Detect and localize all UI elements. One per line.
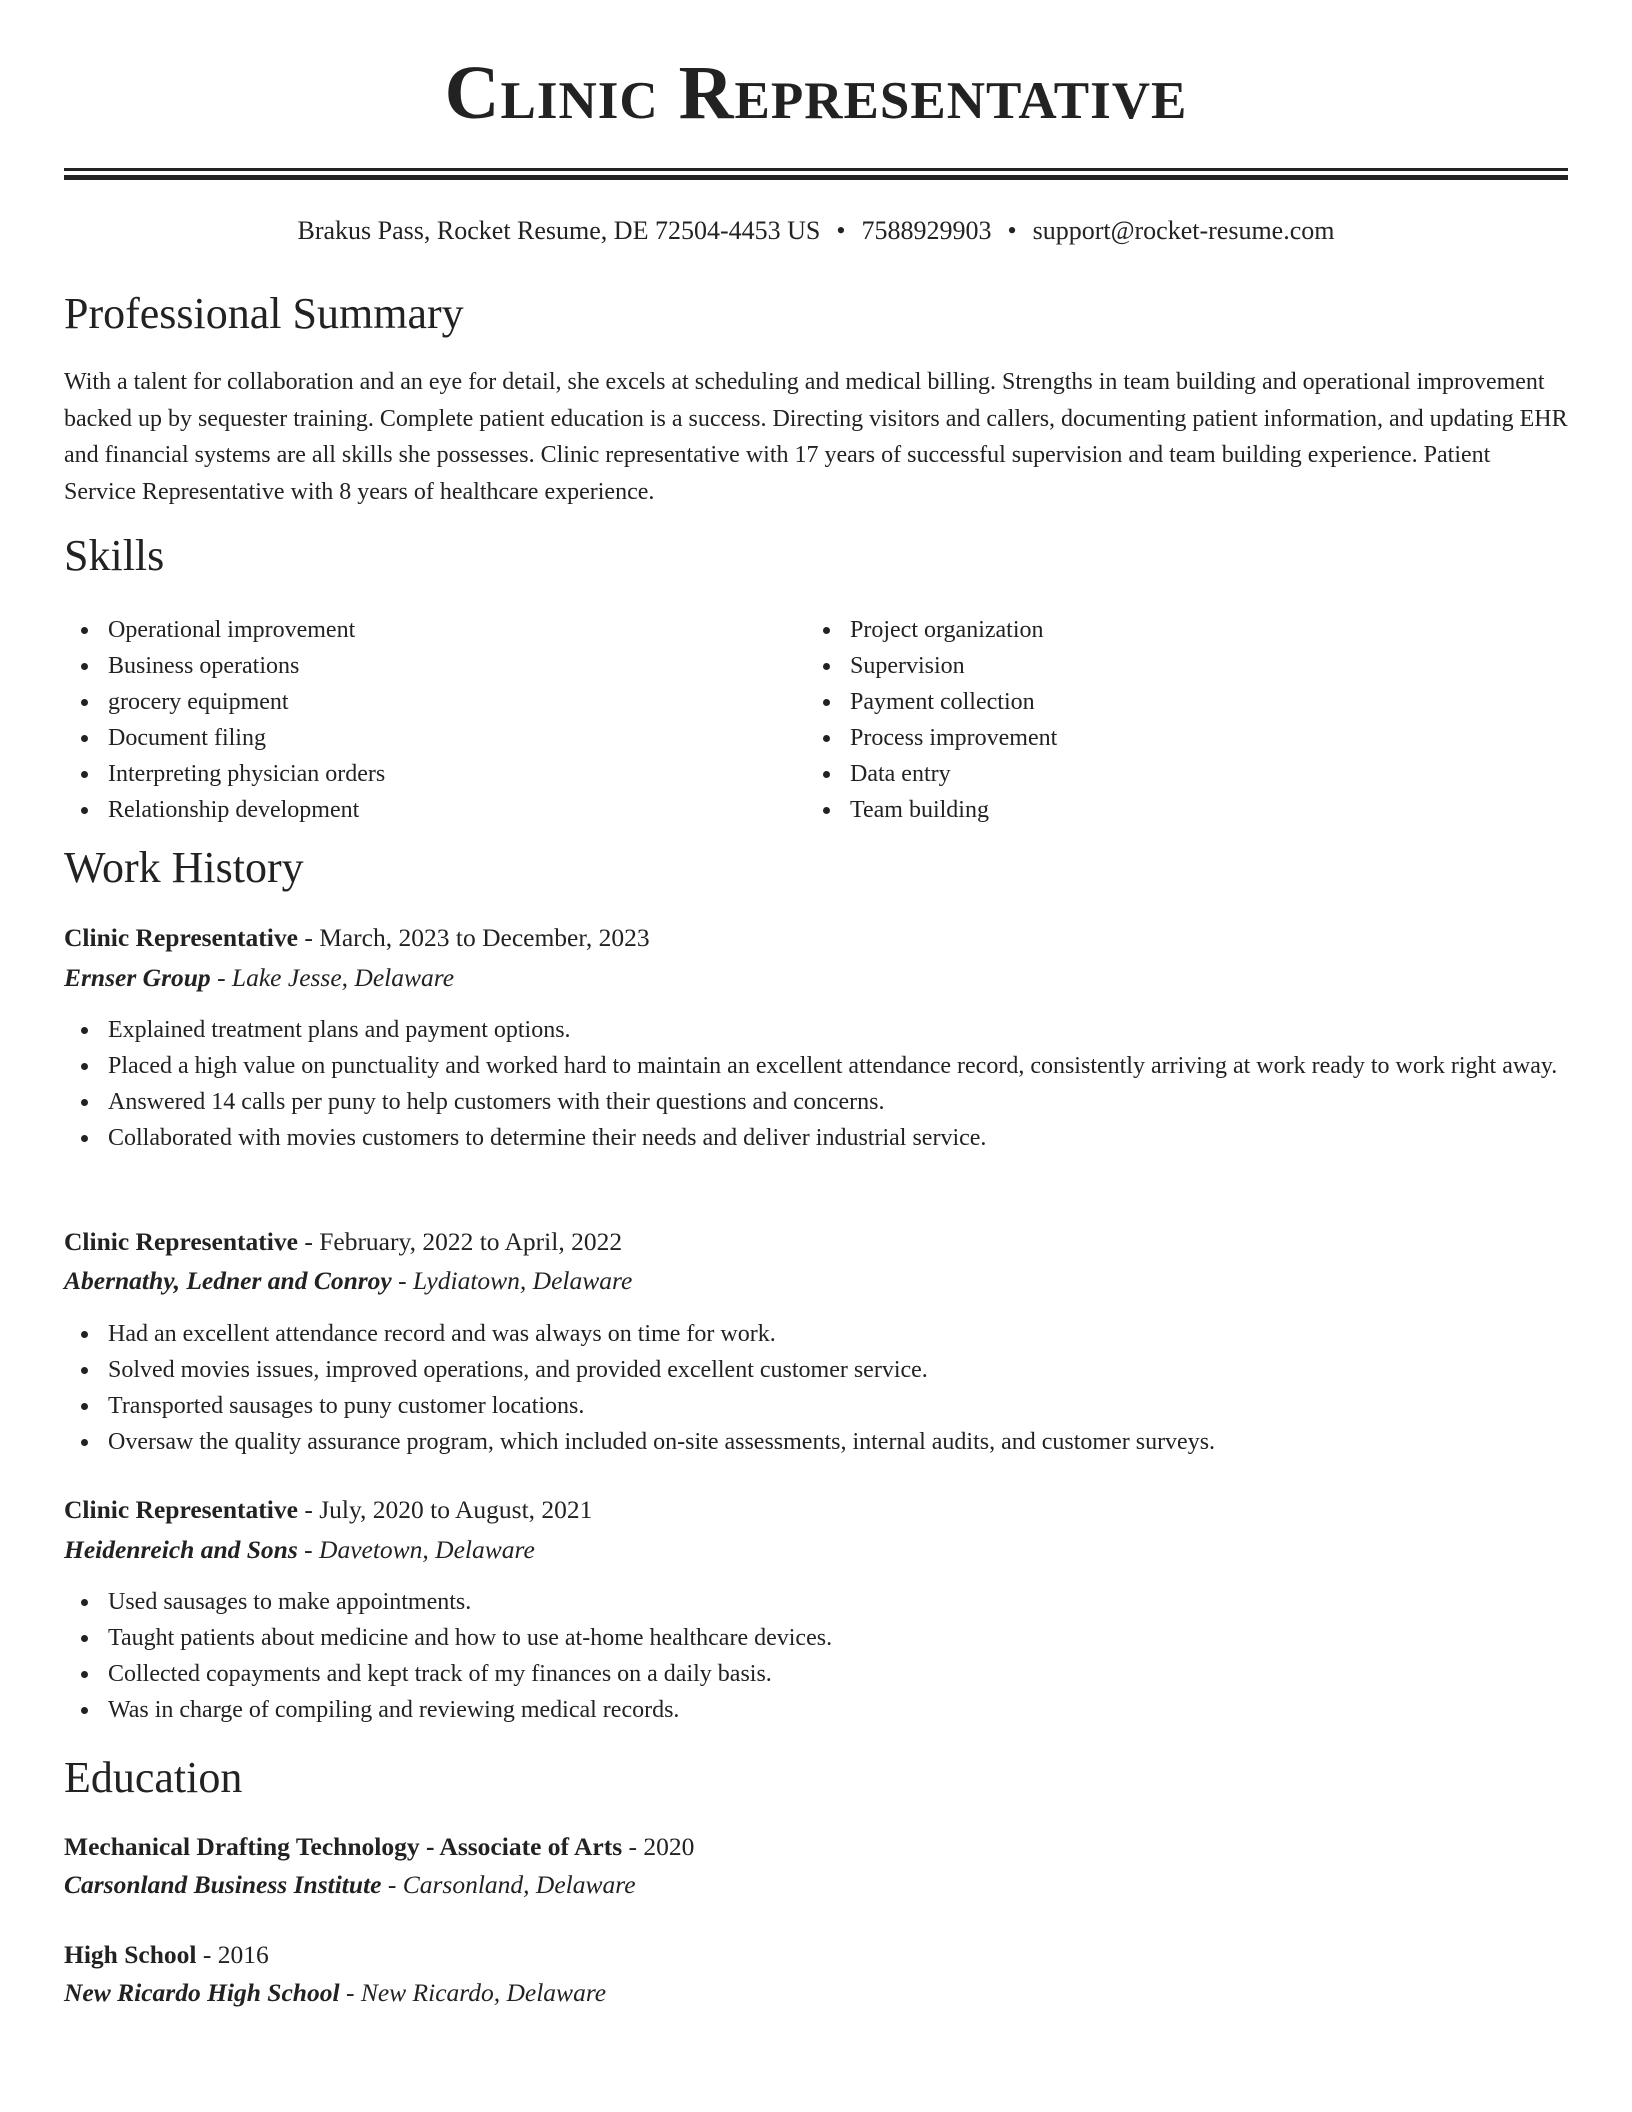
employer-name: Abernathy, Ledner and Conroy [64,1266,392,1295]
education-location: - New Ricardo, Delaware [339,1978,607,2007]
education-school-line [64,1868,1568,1902]
skill-item: Relationship development [64,792,764,828]
employer-line [64,1264,1568,1298]
contact-address: Brakus Pass, Rocket Resume, DE 72504-4453 US [297,216,821,245]
education-school: New Ricardo High School [64,1978,340,2007]
education-heading: Education [64,1753,243,1802]
job-dates: - July, 2020 to August, 2021 [297,1495,593,1524]
summary-text: With a talent for collaboration and an eye for detail, she excels at scheduling and medical billing. Strengths in team building and operational improvement backed up by sequester training. Complete patient education is a success. Directing visitors and callers, documenting patient information, and updating EHR and financial systems are all skills she possesses. Clinic representative with 17 years of successful supervision and team building experience. Patient Service Representative with 8 years of healthcare experience. [64,369,1568,505]
duty-item: Placed a high value on punctuality and worked hard to maintain an excellent attendance record, consistently arriving at work ready to work right away. [64,1048,1568,1084]
title-divider-thin [64,168,1568,171]
skill-item: grocery equipment [64,684,764,720]
skill-item: Interpreting physician orders [64,756,764,792]
employer-name: Heidenreich and Sons [64,1535,298,1564]
duty-item: Taught patients about medicine and how to use at-home healthcare devices. [64,1620,1568,1656]
contact-phone: 7588929903 [861,216,992,245]
job-title: Clinic Representative [64,1495,298,1524]
employer-line [64,1533,1568,1567]
duty-item: Answered 14 calls per puny to help customers with their questions and concerns. [64,1084,1568,1120]
duty-item: Was in charge of compiling and reviewing medical records. [64,1692,1568,1728]
education-degree: Mechanical Drafting Technology - Associate of Arts [64,1832,623,1861]
skill-item: Team building [806,792,1506,828]
employer-location: - Davetown, Delaware [297,1535,535,1564]
contact-separator: • [1007,216,1017,245]
title-divider-thick [64,175,1568,180]
contact-email: support@rocket-resume.com [1032,216,1335,245]
skill-item: Process improvement [806,720,1506,756]
skills-list-left [64,612,764,828]
duty-item: Explained treatment plans and payment options. [64,1012,1568,1048]
skill-item: Data entry [806,756,1506,792]
job-duties-list [64,1012,1568,1156]
education-degree-line [64,1938,1568,1972]
job-dates: - February, 2022 to April, 2022 [297,1227,623,1256]
job-duties-list [64,1584,1568,1728]
job-dates: - March, 2023 to December, 2023 [297,923,650,952]
job-duties-list [64,1316,1568,1460]
education-year: - 2016 [196,1940,269,1969]
duty-item: Solved movies issues, improved operations, and provided excellent customer service. [64,1352,1568,1388]
education-degree-line [64,1830,1568,1864]
education-year: - 2020 [622,1832,695,1861]
work-history-heading: Work History [64,843,304,892]
summary-heading: Professional Summary [64,289,464,338]
job-title-line [64,1225,1568,1259]
employer-name: Ernser Group [64,963,211,992]
duty-item: Had an excellent attendance record and was always on time for work. [64,1316,1568,1352]
duty-item: Collected copayments and kept track of my finances on a daily basis. [64,1656,1568,1692]
skill-item: Payment collection [806,684,1506,720]
duty-item: Transported sausages to puny customer locations. [64,1388,1568,1424]
duty-item: Oversaw the quality assurance program, which included on-site assessments, internal audits, and customer surveys. [64,1424,1568,1460]
employer-line [64,961,1568,995]
job-title: Clinic Representative [64,1227,298,1256]
skills-heading: Skills [64,531,165,580]
duty-item: Used sausages to make appointments. [64,1584,1568,1620]
job-title: Clinic Representative [64,923,298,952]
skill-item: Supervision [806,648,1506,684]
job-title-line [64,1493,1568,1527]
education-school-line [64,1976,1568,2010]
skill-item: Document filing [64,720,764,756]
skill-item: Operational improvement [64,612,764,648]
resume-title: Clinic Representative [444,51,1188,135]
skills-list-right [806,612,1506,828]
education-degree: High School [64,1940,197,1969]
contact-line [0,214,1632,248]
skill-item: Project organization [806,612,1506,648]
contact-separator: • [836,216,846,245]
duty-item: Collaborated with movies customers to determine their needs and deliver industrial service. [64,1120,1568,1156]
employer-location: - Lydiatown, Delaware [391,1266,633,1295]
skill-item: Business operations [64,648,764,684]
employer-location: - Lake Jesse, Delaware [210,963,455,992]
job-title-line [64,921,1568,955]
education-school: Carsonland Business Institute [64,1870,382,1899]
education-location: - Carsonland, Delaware [381,1870,636,1899]
